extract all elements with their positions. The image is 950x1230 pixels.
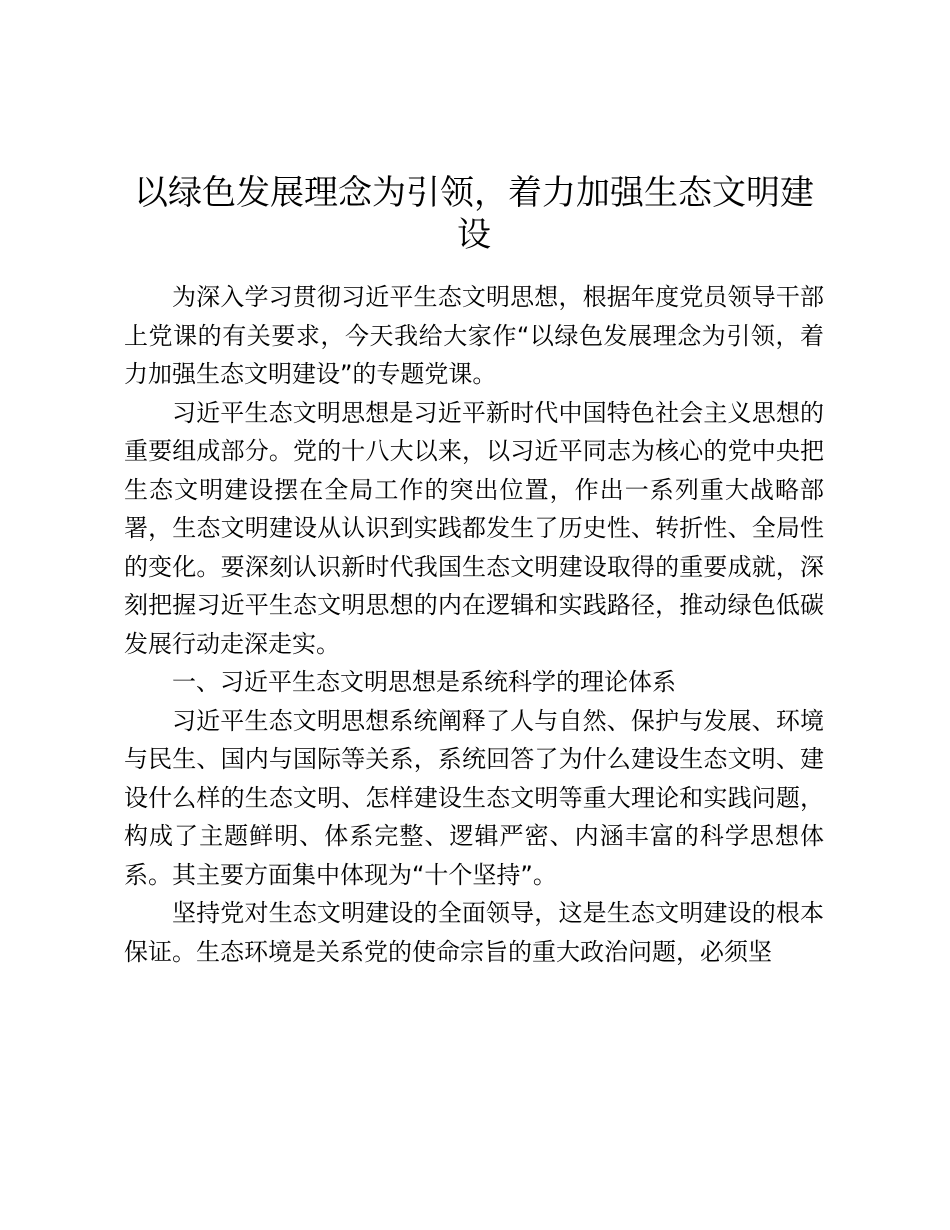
body-paragraph: 习近平生态文明思想是习近平新时代中国特色社会主义思想的重要组成部分。党的十八大以来，以习近平同志为核心的党中央把生态文明建设摆在全局工作的突出位置，作出一系列重大战略部署，生态文明建设从认识到实践都发生了历史性、转折性、全局性的变化。要深刻认识新时代我国生态文明建设取得的重要成就，深刻把握习近平生态文明思想的内在逻辑和实践路径，推动绿色低碳发展行动走深走实。 xyxy=(124,398,824,658)
intro-paragraph: 为深入学习贯彻习近平生态文明思想，根据年度党员领导干部上党课的有关要求，今天我给大家作“以绿色发展理念为引领，着力加强生态文明建设”的专题党课。 xyxy=(124,283,824,388)
document-title: 以绿色发展理念为引领，着力加强生态文明建设 xyxy=(134,173,814,255)
section-paragraph: 坚持党对生态文明建设的全面领导，这是生态文明建设的根本保证。生态环境是关系党的使命宗旨的重大政治问题，必须坚 xyxy=(124,899,824,966)
section-heading: 一、习近平生态文明思想是系统科学的理论体系 xyxy=(172,668,676,696)
document-page xyxy=(124,172,824,971)
section-paragraph: 习近平生态文明思想系统阐释了人与自然、保护与发展、环境与民生、国内与国际等关系，系统回答了为什么建设生态文明、建设什么样的生态文明、怎样建设生态文明等重大理论和实践问题，构成了主题鲜明、体系完整、逻辑严密、内涵丰富的科学思想体系。其主要方面集中体现为“十个坚持”。 xyxy=(124,706,824,889)
